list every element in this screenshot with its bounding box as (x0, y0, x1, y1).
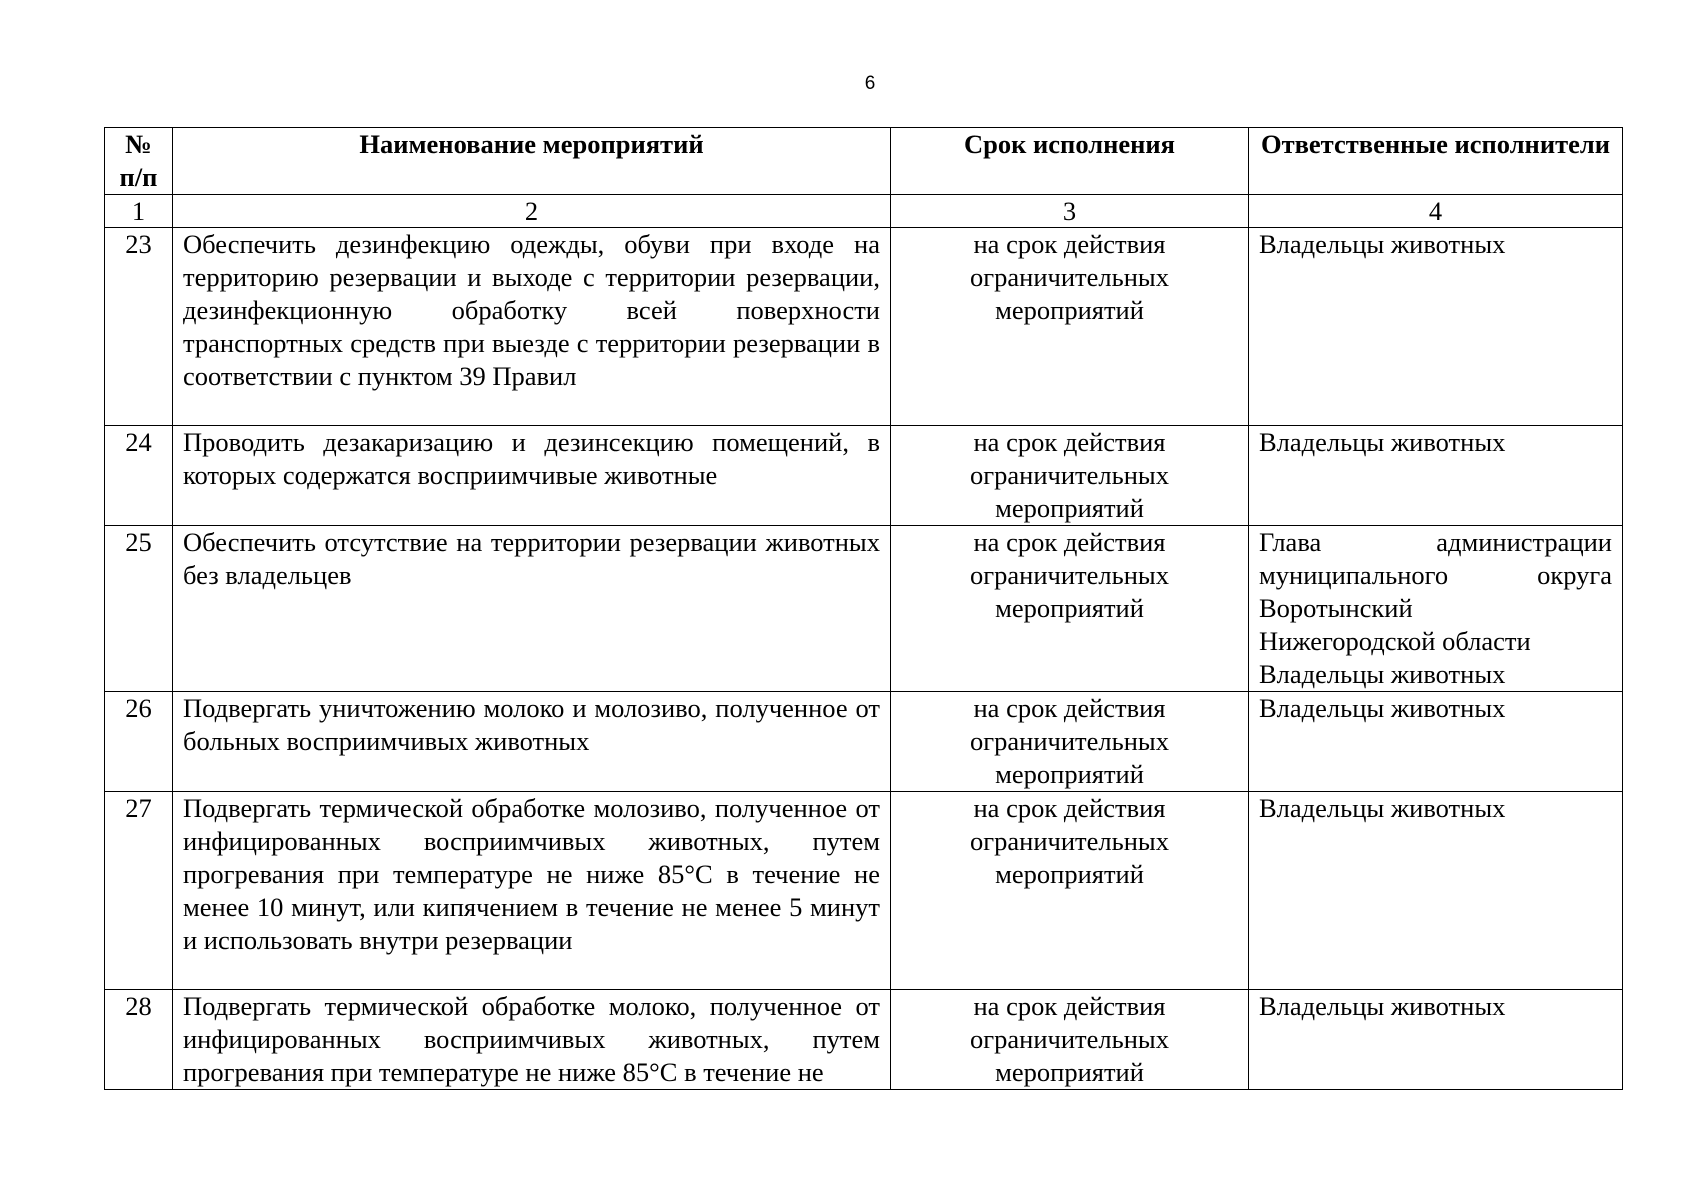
row-term: на срок действия ограничительных мероприятий (891, 692, 1249, 792)
row-number: 27 (105, 792, 173, 990)
measures-table (104, 127, 1623, 1090)
table-row (105, 990, 1623, 1090)
row-action: Обеспечить дезинфекцию одежды, обуви при входе на территорию резервации и выходе с территории резервации, дезинфекционную обработку всей поверхности транспортных средств при выезде с территории резервации в соответствии с пунктом 39 Правил (173, 228, 891, 426)
column-number: 4 (1249, 195, 1623, 228)
table-row (105, 692, 1623, 792)
row-responsible (1249, 692, 1623, 792)
column-number: 3 (891, 195, 1249, 228)
row-responsible (1249, 228, 1623, 426)
row-action: Подвергать термической обработке молоко, полученное от инфицированных восприимчивых животных, путем прогревания при температуре не ниже 85°С в течение не (173, 990, 891, 1090)
column-number: 2 (173, 195, 891, 228)
responsible-line: Владельцы животных (1259, 427, 1506, 457)
column-number-row (105, 195, 1623, 228)
responsible-line: Владельцы животных (1259, 693, 1506, 723)
table-row (105, 228, 1623, 426)
header-number: № п/п (105, 128, 173, 195)
header-responsible: Ответственные исполнители (1249, 128, 1623, 195)
column-number: 1 (105, 195, 173, 228)
header-action: Наименование мероприятий (173, 128, 891, 195)
row-number: 24 (105, 426, 173, 526)
row-term: на срок действия ограничительных мероприятий (891, 990, 1249, 1090)
row-responsible (1249, 526, 1623, 692)
row-number: 28 (105, 990, 173, 1090)
table-row (105, 426, 1623, 526)
row-action: Подвергать термической обработке молозиво, полученное от инфицированных восприимчивых животных, путем прогревания при температуре не ниже 85°С в течение не менее 10 минут, или кипячением в течение не менее 5 минут и использовать внутри резервации (173, 792, 891, 990)
row-responsible (1249, 792, 1623, 990)
table-row (105, 526, 1623, 692)
table-row (105, 792, 1623, 990)
row-action: Обеспечить отсутствие на территории резервации животных без владельцев (173, 526, 891, 692)
responsible-line: Владельцы животных (1259, 659, 1506, 689)
row-number: 26 (105, 692, 173, 792)
row-responsible (1249, 990, 1623, 1090)
row-term: на срок действия ограничительных мероприятий (891, 526, 1249, 692)
row-number: 23 (105, 228, 173, 426)
row-responsible (1249, 426, 1623, 526)
responsible-line: Нижегородской области (1259, 626, 1531, 656)
row-term: на срок действия ограничительных мероприятий (891, 792, 1249, 990)
table-header-row (105, 128, 1623, 195)
row-number: 25 (105, 526, 173, 692)
row-term: на срок действия ограничительных мероприятий (891, 228, 1249, 426)
row-action: Подвергать уничтожению молоко и молозиво, полученное от больных восприимчивых животных (173, 692, 891, 792)
row-term: на срок действия ограничительных мероприятий (891, 426, 1249, 526)
responsible-line: Владельцы животных (1259, 991, 1506, 1021)
responsible-line: Владельцы животных (1259, 229, 1506, 259)
page-number: 6 (864, 73, 876, 94)
responsible-line: Глава администрации муниципального округа Воротынский (1259, 527, 1612, 623)
row-action: Проводить дезакаризацию и дезинсекцию помещений, в которых содержатся восприимчивые животные (173, 426, 891, 526)
responsible-line: Владельцы животных (1259, 793, 1506, 823)
header-term: Срок исполнения (891, 128, 1249, 195)
